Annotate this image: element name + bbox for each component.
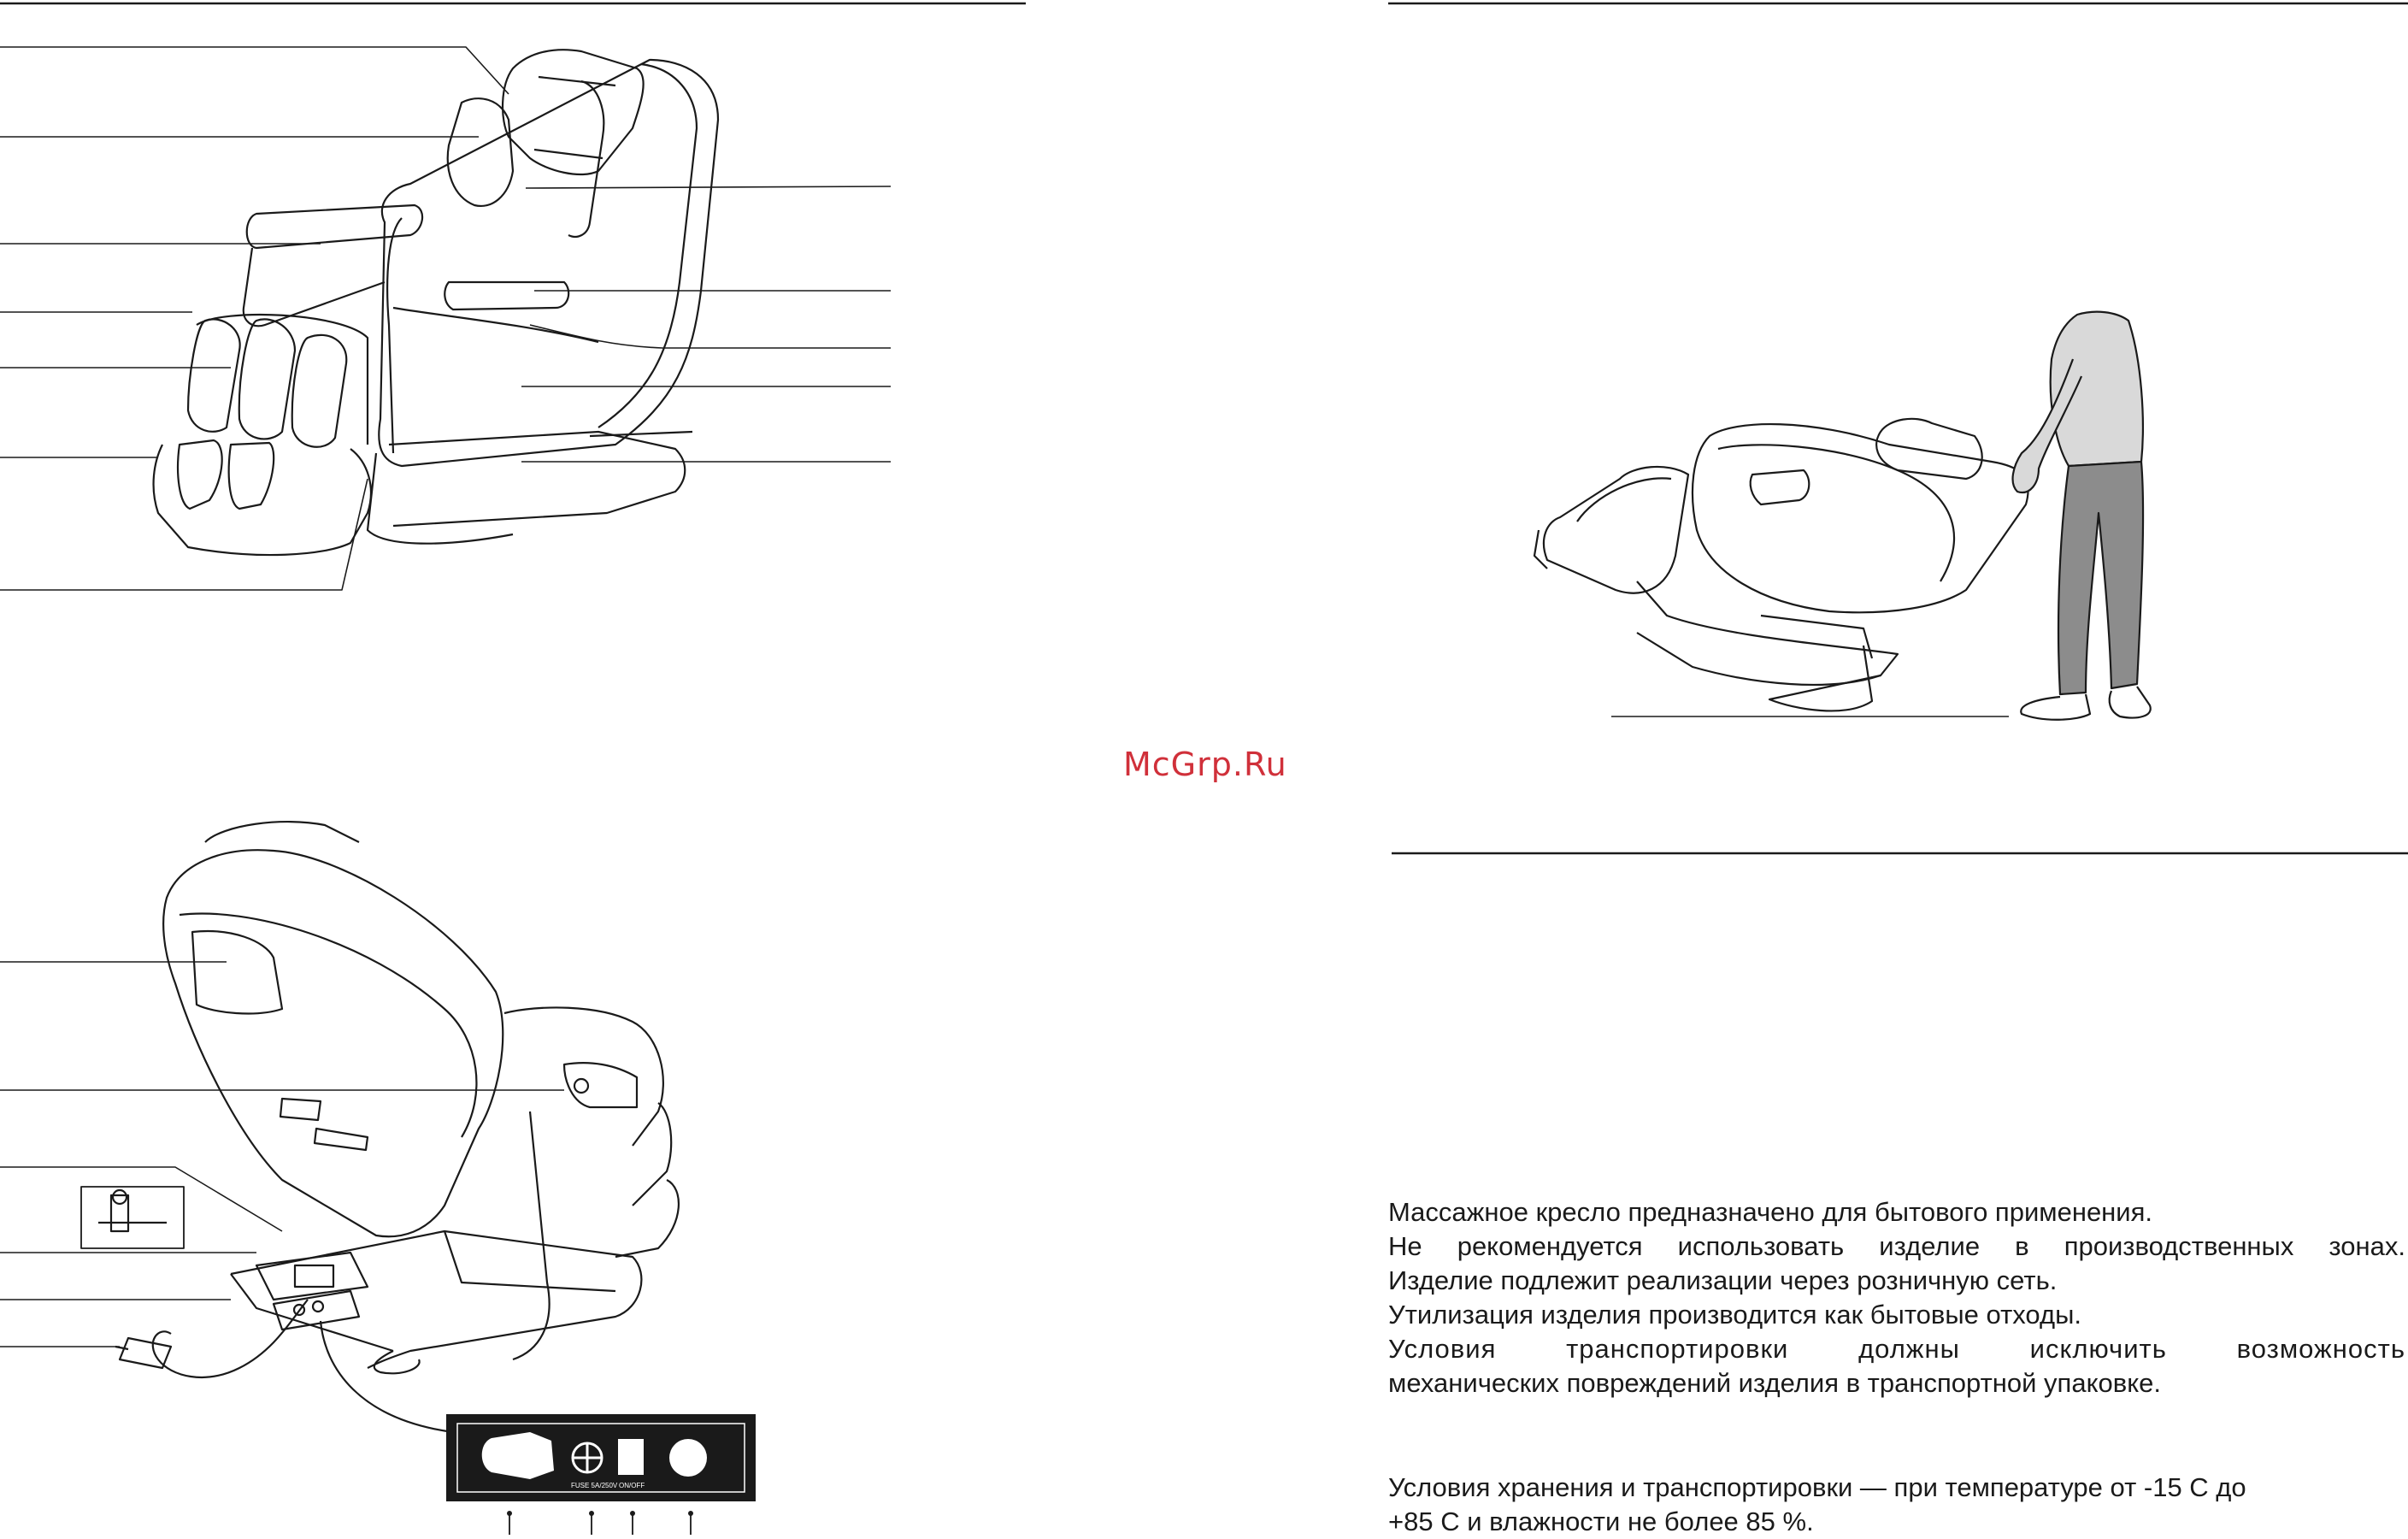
- notes-line-5: Условия транспортировки должны исключить возможность: [1388, 1334, 2405, 1364]
- notes-line-4: Утилизация изделия производится как бытовые отходы.: [1388, 1300, 2081, 1330]
- switch-icon: [618, 1439, 644, 1475]
- person-tilting-chair-illustration: [1534, 312, 2151, 720]
- massage-chair-rear-illustration: [0, 822, 679, 1432]
- person-trousers: [2058, 462, 2143, 694]
- usage-notes: [1388, 1195, 2405, 1400]
- fuse-label: FUSE 5A/250V: [571, 1482, 618, 1489]
- notes-line-3: Изделие подлежит реализации через розничную сеть.: [1388, 1265, 2058, 1295]
- plug-icon: [482, 1432, 554, 1479]
- power-panel-illustration: [447, 1415, 755, 1535]
- storage-conditions: [1388, 1471, 2405, 1539]
- watermark: McGrp.Ru: [1123, 746, 1287, 783]
- fuse-icon: [573, 1443, 602, 1472]
- notes-line-6: механических повреждений изделия в транспортной упаковке.: [1388, 1368, 2161, 1398]
- storage-line-2: +85 С и влажности не более 85 %.: [1388, 1507, 1814, 1536]
- notes-line-2: Не рекомендуется использовать изделие в производственных зонах.: [1388, 1231, 2405, 1261]
- massage-chair-front-illustration: [0, 47, 891, 590]
- storage-line-1: Условия хранения и транспортировки — при температуре от -15 С до: [1388, 1472, 2246, 1502]
- notes-line-1: Массажное кресло предназначено для бытового применения.: [1388, 1197, 2153, 1227]
- switch-label: ON/OFF: [619, 1482, 645, 1489]
